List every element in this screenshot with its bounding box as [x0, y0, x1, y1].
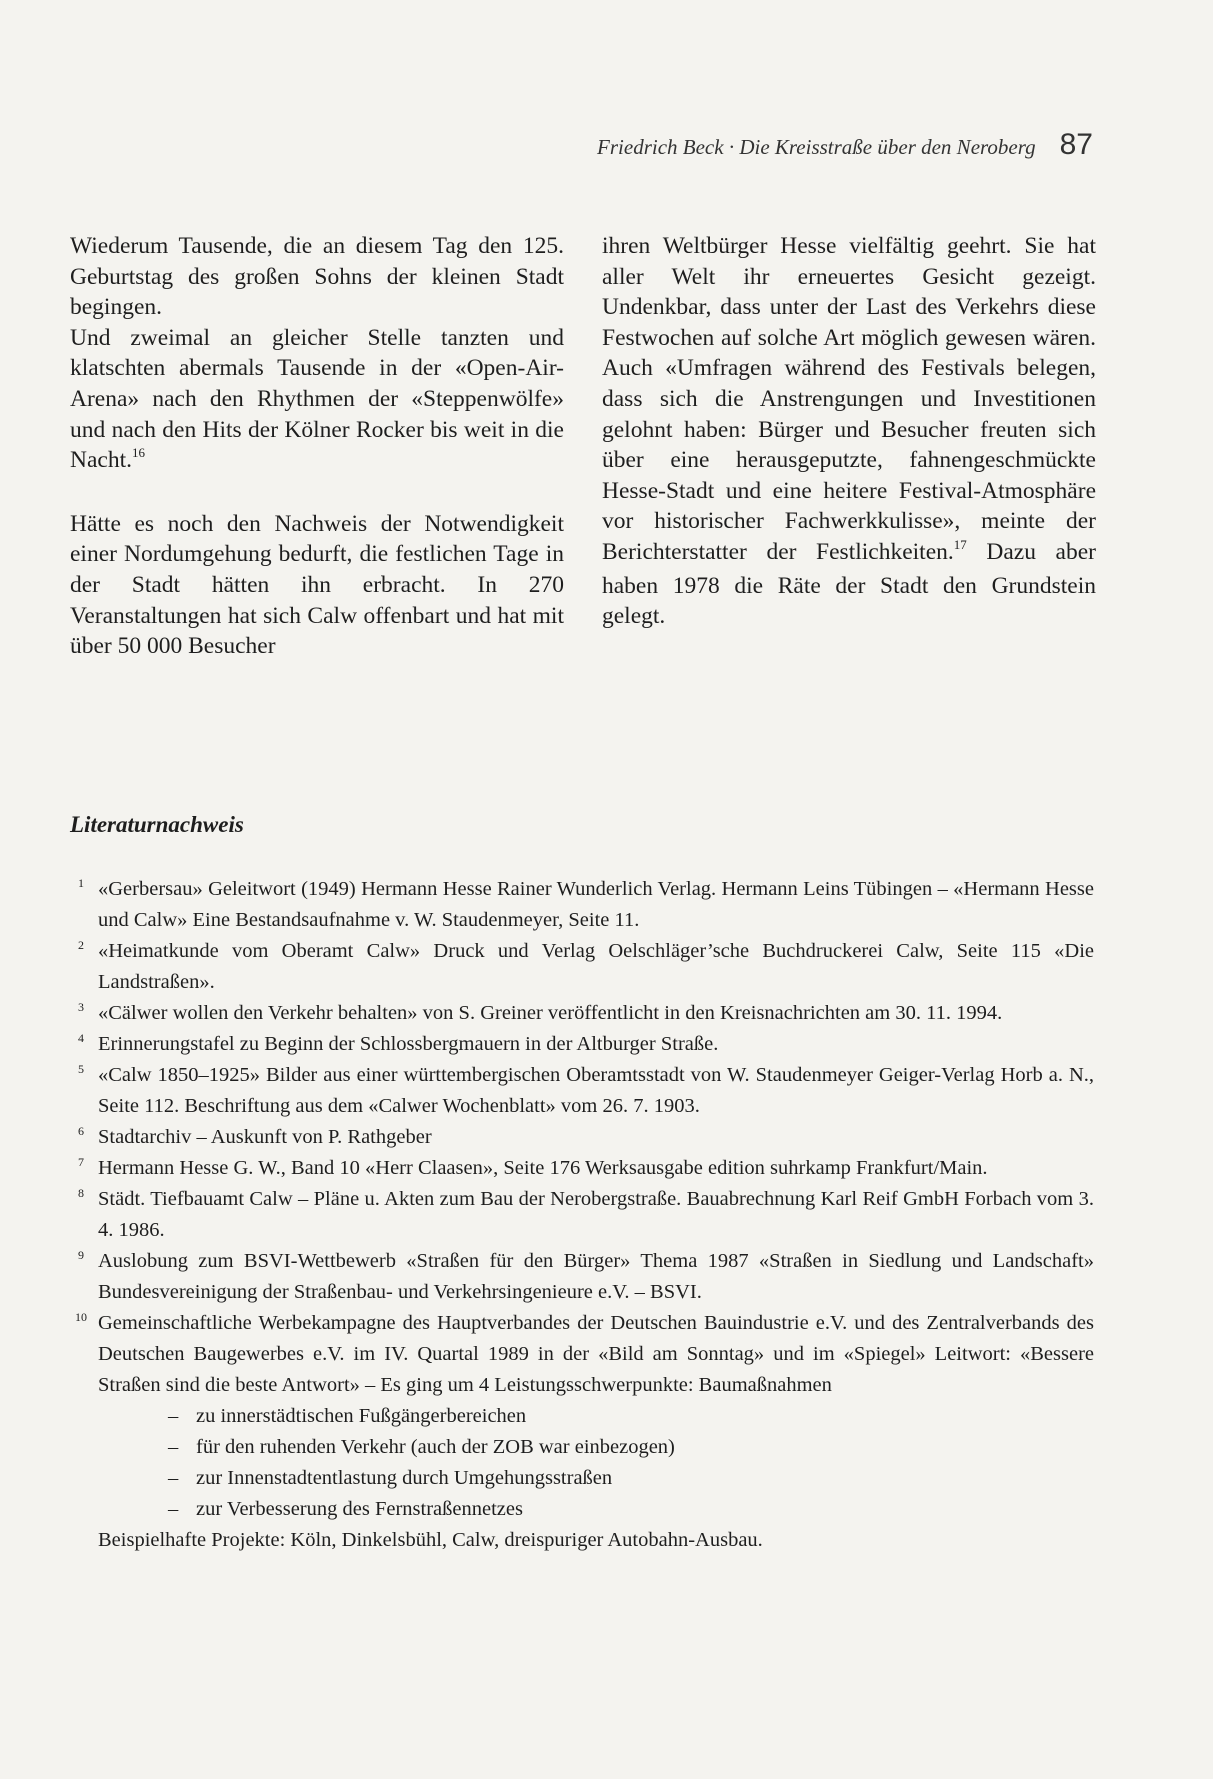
reference-number: 10 [75, 1310, 87, 1324]
reference-number: 7 [78, 1155, 84, 1169]
bullet-dash: – [168, 1498, 179, 1520]
examples-text: Beispielhafte Projekte: Köln, Dinkelsbühl, Calw, dreispuriger Autobahn-Ausbau. [98, 1529, 763, 1551]
paragraph: Hätte es noch den Nachweis der Notwendigkeit einer Nordumgehung bedurft, die festlichen Tage in der Stadt hätten ihn erbracht. In 270 Veranstaltungen hat sich Calw offenbart und hat mit über 50 000 Besucher [70, 510, 564, 660]
reference-number: 8 [78, 1186, 84, 1200]
reference-item [64, 874, 1094, 936]
reference-text: «Cälwer wollen den Verkehr behalten» von S. Greiner veröffentlicht in den Kreisnachrichten am 30. 11. 1994. [98, 1002, 1003, 1024]
literature-heading: Literaturnachweis [70, 812, 244, 837]
bullet-text: zur Verbesserung des Fernstraßennetzes [196, 1498, 523, 1520]
reference-text: «Gerbersau» Geleitwort (1949) Hermann Hesse Rainer Wunderlich Verlag. Hermann Leins Tübingen – «Hermann Hesse und Calw» Eine Bestandsaufnahme v. W. Staudenmeyer, Seite 11. [98, 878, 1094, 931]
reference-text: Hermann Hesse G. W., Band 10 «Herr Claasen», Seite 176 Werksausgabe edition suhrkamp Frankfurt/Main. [98, 1157, 988, 1179]
reference-number: 4 [78, 1031, 84, 1045]
reference-number: 6 [78, 1124, 84, 1138]
reference-item [64, 1246, 1094, 1308]
left-column [70, 231, 564, 662]
reference-item [64, 1153, 1094, 1184]
bullet-dash: – [168, 1405, 179, 1427]
reference-number: 2 [78, 938, 84, 952]
reference-list [64, 874, 1094, 1556]
bullet-item [168, 1432, 1094, 1463]
reference-text: Stadtarchiv – Auskunft von P. Rathgeber [98, 1126, 432, 1148]
footnote-ref: 17 [953, 536, 967, 552]
reference-item [64, 998, 1094, 1029]
reference-number: 1 [78, 876, 84, 890]
reference-text: Erinnerungstafel zu Beginn der Schlossbergmauern in der Altburger Straße. [98, 1033, 719, 1055]
paragraph-gap [70, 479, 564, 509]
bullet-text: zur Innenstadtentlastung durch Umgehungsstraßen [196, 1467, 613, 1489]
bullet-text: für den ruhenden Verkehr (auch der ZOB war einbezogen) [196, 1436, 675, 1458]
reference-item [64, 936, 1094, 998]
paragraph: Wiederum Tausende, die an diesem Tag den 125. Geburtstag des großen Sohns der kleinen Stadt begingen. [70, 233, 564, 321]
reference-number: 3 [78, 1000, 84, 1014]
reference-item [64, 1308, 1094, 1556]
reference-text: Auslobung zum BSVI-Wettbewerb «Straßen für den Bürger» Thema 1987 «Straßen in Siedlung und Landschaft» Bundesvereinigung der Straßenbau- und Verkehrsingenieure e.V. – BSVI. [98, 1250, 1094, 1303]
reference-item [64, 1029, 1094, 1060]
reference-text: «Heimatkunde vom Oberamt Calw» Druck und Verlag Oelschläger’sche Buchdruckerei Calw, Seite 115 «Die Landstraßen». [98, 940, 1094, 993]
paragraph-text: ihren Weltbürger Hesse vielfältig geehrt. Sie hat aller Welt ihr erneuertes Gesicht gezeigt. Undenkbar, dass unter der Last des Verkehrs diese Festwochen auf solche Art möglich gewesen wären. Auch «Umfragen während des Festivals belegen, dass sich die Anstrengungen und Investitionen gelohnt haben: Bürger und Besucher freuten sich über eine herausgeputzte, fahnengeschmückte Hesse-Stadt und eine heitere Festival-Atmosphäre vor historischer Fachwerkkulisse», meinte der Berichterstatter der Festlichkeiten. [602, 233, 1096, 565]
reference-text: Gemeinschaftliche Werbekampagne des Hauptverbandes der Deutschen Bauindustrie e.V. und des Zentralverbands des Deutschen Baugewerbes e.V. im IV. Quartal 1989 in der «Bild am Sonntag» und im «Spiegel» Leitwort: «Bessere Straßen sind die beste Antwort» – Es ging um 4 Leistungsschwerpunkte: Baumaßnahmen [98, 1312, 1094, 1396]
reference-body [98, 1308, 1094, 1556]
reference-item [64, 1122, 1094, 1153]
bullet-item [168, 1401, 1094, 1432]
reference-number: 9 [78, 1248, 84, 1262]
running-title: Friedrich Beck · Die Kreisstraße über den Neroberg [597, 135, 1036, 159]
footnote-ref: 16 [132, 445, 145, 461]
bullet-text: zu innerstädtischen Fußgängerbereichen [196, 1405, 527, 1427]
bullet-dash: – [168, 1467, 179, 1489]
paragraph [602, 231, 1096, 632]
paragraph-text: Und zweimal an gleicher Stelle tanzten und klatschten abermals Tausende in der «Open-Air-Arena» nach den Rhythmen der «Steppenwölfe» und nach den Hits der Kölner Rocker bis weit in die Nacht. [70, 324, 564, 474]
right-column [602, 231, 1096, 632]
page-number: 87 [1059, 128, 1093, 161]
reference-item [64, 1184, 1094, 1246]
reference-number: 5 [78, 1062, 84, 1076]
bullet-dash: – [168, 1436, 179, 1458]
paragraph [70, 323, 564, 479]
bullet-item [168, 1494, 1094, 1525]
reference-text: «Calw 1850–1925» Bilder aus einer württembergischen Oberamtsstadt von W. Staudenmeyer Geiger-Verlag Horb a. N., Seite 112. Beschriftung aus dem «Calwer Wochenblatt» vom 26. 7. 1903. [98, 1064, 1094, 1117]
reference-text: Städt. Tiefbauamt Calw – Pläne u. Akten zum Bau der Nerobergstraße. Bauabrechnung Karl Reif GmbH Forbach vom 3. 4. 1986. [98, 1188, 1094, 1241]
bullet-list [98, 1401, 1094, 1525]
bullet-item [168, 1463, 1094, 1494]
running-header [500, 128, 1093, 168]
paragraph-text-end: Dazu aber haben 1978 die Räte der Stadt den Grundstein gelegt. [602, 538, 1096, 630]
reference-item [64, 1060, 1094, 1122]
